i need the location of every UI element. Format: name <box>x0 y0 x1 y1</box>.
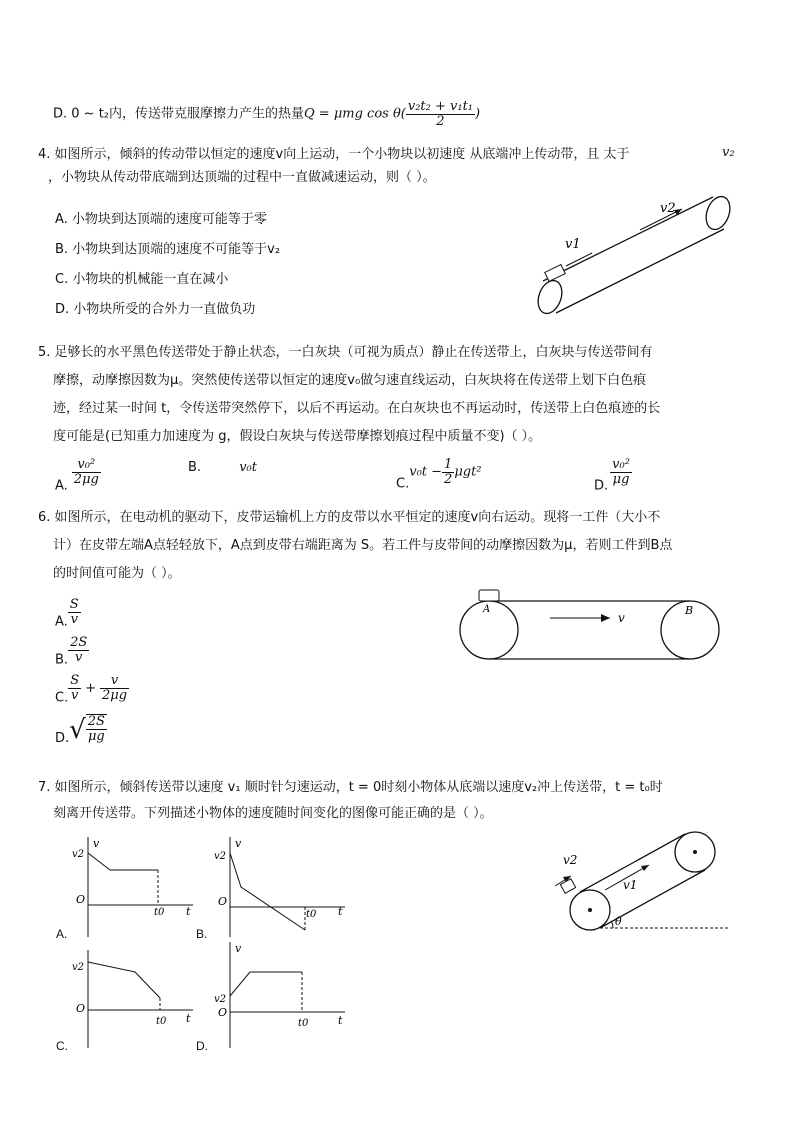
q5-option-b <box>188 460 257 475</box>
q6-opt-d-frac <box>86 714 107 743</box>
q6-opt-c-den2: 2μg <box>102 687 128 703</box>
q6-opt-d-label: D. <box>55 731 70 747</box>
q6-stem-line2: 计）在皮带左端A点轻轻放下，A点到皮带右端距离为 S。若工件与皮带间的动摩擦因数为μ，若则工件到B点 <box>53 538 673 553</box>
q7-d-origin: O <box>218 1006 228 1019</box>
q7-label-c: C. <box>56 1039 68 1053</box>
q5-opt-d-den: μg <box>612 471 630 487</box>
q7-a-axis-t: t <box>186 905 191 918</box>
q7-label-a: A. <box>56 927 68 941</box>
q7-c-t0: t0 <box>156 1016 167 1027</box>
q6-opt-c-label: C. <box>55 690 69 706</box>
q5-option-a <box>55 458 101 494</box>
q5-stem-line4: 度可能是(已知重力加速度为 g，假设白灰块与传送带摩擦划痕过程中质量不变)（ ）。 <box>53 429 542 444</box>
q3d-formula-right: ) <box>475 106 481 122</box>
q7-stem-line2: 刻离开传送带。下列描述小物体的速度随时间变化的图像可能正确的是（ ）。 <box>53 806 493 821</box>
q4-stem-line1-tail: v₂ <box>722 145 735 160</box>
q6-opt-b-label: B. <box>55 652 69 668</box>
q7-graph-c <box>68 948 198 1052</box>
q7-a-origin: O <box>76 893 86 906</box>
q7-d-v2: v2 <box>214 994 227 1005</box>
q5-opt-c-expr: v₀t − <box>409 464 443 480</box>
q6-option-b <box>55 636 89 668</box>
q7-c-origin: O <box>76 1002 86 1015</box>
q7-b-axis-v: v <box>235 837 242 850</box>
q5-opt-d-frac <box>610 458 632 486</box>
q7-b-origin: O <box>218 895 228 908</box>
q5-opt-a-frac <box>72 458 101 486</box>
q6-opt-c-num2: v <box>100 674 129 689</box>
q4-option-c: C. 小物块的机械能一直在减小 <box>55 272 229 287</box>
q6-opt-c-den1: v <box>70 687 79 703</box>
q3d-frac-num: v₂t₂ + v₁t₁ <box>407 99 474 114</box>
q5-stem-line2: 摩擦，动摩擦因数为μ。突然使传送带以恒定的速度v₀做匀速直线运动，白灰块将在传送带上划下白色痕 <box>53 373 647 388</box>
q7-label-b: B. <box>196 927 208 941</box>
q7-stem-line1: 7. 如图所示，倾斜传送带以速度 v₁ 顺时针匀速运动，t = 0时刻小物体从底端以速度v₂冲上传送带，t = t₀时 <box>38 780 663 795</box>
q7-incline-figure <box>545 822 735 937</box>
q3d-frac-den: 2 <box>436 113 445 129</box>
q6-figure <box>455 588 730 668</box>
q6-opt-a-den: v <box>70 611 78 627</box>
q6-option-d <box>55 714 107 746</box>
q7-b-axis-t: t <box>338 905 343 918</box>
q6-fig-v: v <box>618 611 625 625</box>
q7-b-v2: v2 <box>214 851 227 862</box>
q7-fig-v1: v1 <box>623 878 638 892</box>
q6-opt-b-num: 2S <box>70 635 88 650</box>
q6-option-a <box>55 598 81 630</box>
q6-opt-b-den: v <box>74 649 83 665</box>
q6-opt-d-den: μg <box>87 728 105 744</box>
q7-fig-v2: v2 <box>563 853 578 867</box>
q6-opt-c-num1: S <box>70 673 80 688</box>
q4-option-b: B. 小物块到达顶端的速度不可能等于v₂ <box>55 242 281 257</box>
q7-c-v2: v2 <box>72 962 85 973</box>
q5-stem-line3: 迹，经过某一时间 t，令传送带突然停下，以后不再运动。在白灰块也不再运动时，传送带上白色痕迹的长 <box>53 401 661 416</box>
q5-option-d <box>594 458 632 494</box>
q6-opt-c-frac1 <box>68 674 81 702</box>
q7-b-t0: t0 <box>306 909 317 920</box>
q3d-prefix: D. 0 ~ t₂内，传送带克服摩擦力产生的热量 <box>53 106 305 122</box>
q7-d-t0: t0 <box>298 1018 309 1029</box>
q5-opt-c-frac <box>442 458 454 486</box>
q6-option-c <box>55 674 129 706</box>
q4-fig-v2: v2 <box>660 201 676 216</box>
q7-graph-a <box>68 835 198 943</box>
q4-option-a: A. 小物块到达顶端的速度可能等于零 <box>55 212 267 227</box>
q7-a-t0: t0 <box>154 907 165 918</box>
q4-figure <box>530 190 740 320</box>
q5-option-c <box>396 458 482 492</box>
q5-opt-c-num: 1 <box>444 457 453 472</box>
q5-opt-c-den: 2 <box>444 471 453 487</box>
q5-opt-b-expr: v₀t <box>239 460 257 475</box>
q5-opt-d-num: v₀² <box>612 457 630 472</box>
q7-fig-theta: θ <box>615 915 622 928</box>
q5-opt-d-label: D. <box>594 478 609 494</box>
q6-fig-a: A <box>483 604 491 615</box>
q5-opt-c-tail: μgt² <box>454 464 482 480</box>
q6-opt-d-num: 2S <box>87 714 105 729</box>
q4-stem-line1: 4. 如图所示，倾斜的传动带以恒定的速度v向上运动，一个小物块以初速度 从底端冲上传动带，且 太于 <box>38 147 630 162</box>
q7-graph-b <box>210 835 350 943</box>
q5-opt-a-num: v₀² <box>72 458 101 473</box>
q3d-formula-left: Q = μmg cos θ( <box>304 106 406 122</box>
q6-opt-a-num: S <box>69 597 79 612</box>
q5-opt-a-label: A. <box>55 478 68 494</box>
q3-option-d <box>53 100 480 128</box>
q5-stem-line1: 5. 足够长的水平黑色传送带处于静止状态，一白灰块（可视为质点）静止在传送带上，白灰块与传送带间有 <box>38 345 653 360</box>
q5-opt-c-label: C. <box>396 476 410 492</box>
q5-opt-a-den: 2μg <box>73 471 99 487</box>
q3d-fraction <box>406 100 475 128</box>
q7-graph-d <box>210 940 350 1052</box>
q6-opt-b-frac <box>68 636 89 664</box>
q4-fig-v1: v1 <box>565 237 581 252</box>
q6-opt-a-frac <box>68 598 81 626</box>
q6-stem-line1: 6. 如图所示，在电动机的驱动下，皮带运输机上方的皮带以水平恒定的速度v向右运动。现将一工件（大小不 <box>38 510 661 525</box>
q6-opt-c-frac2 <box>100 674 129 702</box>
q7-d-axis-t: t <box>338 1014 343 1027</box>
q7-a-v2: v2 <box>72 849 85 860</box>
q6-stem-line3: 的时间值可能为（ ）。 <box>53 566 181 581</box>
q5-opt-b-label: B. <box>188 460 202 475</box>
q7-c-axis-t: t <box>186 1012 191 1025</box>
q7-label-d: D. <box>196 1039 208 1053</box>
q4-option-d: D. 小物块所受的合外力一直做负功 <box>55 302 256 317</box>
q4-stem-line2: ，小物块从传动带底端到达顶端的过程中一直做减速运动，则（ ）。 <box>48 170 436 185</box>
sqrt-icon: √ <box>69 715 86 746</box>
q6-opt-a-label: A. <box>55 614 68 630</box>
q6-fig-b: B <box>685 604 694 617</box>
q7-a-axis-v: v <box>93 837 100 850</box>
q7-d-axis-v: v <box>235 942 242 955</box>
q6-opt-c-plus: + <box>85 680 97 696</box>
